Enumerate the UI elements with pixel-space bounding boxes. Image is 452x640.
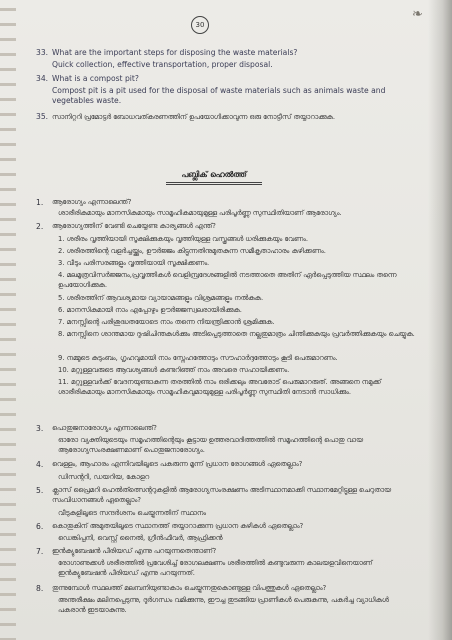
health-point: 2. ശരീരത്തിന്റെ വളർച്ചയ്ക്കും, ഊർജ്ജം കിട്ടുന്നതിനുമുതകുന്ന സമീകൃതാഹാരം കഴിക്കണം.	[58, 247, 326, 255]
q34-answer: Compost pit is a pit used for the disposal of waste materials such as animals waste and vegetables waste.	[52, 86, 386, 105]
q6-answer: ഡെങ്കിപ്പനി, വെസ്റ്റ് നൈൽ, ഗ്രീൻഫീവർ, ആഫ്രിക്കൻ	[58, 534, 223, 542]
health-point: 6. മാനസികമായി നാം എപ്പോഴും ഊർജ്ജസ്വലരായിരിക്കുക.	[58, 306, 242, 314]
q35-question: സാനിറ്ററി പ്രമോട്ടർ ബോധവത്കരണത്തിന് ഉപയോഗിക്കാവുന്ന ഒരു നോട്ടീസ് തയ്യാറാക്കുക.	[52, 113, 336, 121]
q1-answer: ശാരീരികമായും മാനസികമായും സാമൂഹികമായുമുള്ള പരിപൂർണ്ണ സുസ്ഥിതിയാണ് ആരോഗ്യം.	[58, 209, 342, 217]
q33-question: What are the important steps for disposing the waste materials?	[52, 48, 298, 57]
q3-answer: ഓരോ വ്യക്തിയുടെയും സമൂഹത്തിന്റെയും കൂട്ടായ ഉത്തരവാദിത്തത്തിൽ സമൂഹത്തിന്റെ പൊതു വായ ആരോഗ്യസംരക്ഷണമാണ് പൊതുജനാരോഗ്യം.	[58, 436, 363, 454]
q8-number: 8.	[36, 584, 44, 593]
q34-question: What is a compost pit?	[52, 74, 139, 83]
health-point: 5. ശരീരത്തിന് ആവശ്യമായ വ്യായാമങ്ങളും വിശ്രമങ്ങളും നൽകുക.	[58, 294, 264, 302]
q3-number: 3.	[36, 424, 44, 433]
q2-number: 2.	[36, 222, 44, 231]
q4-number: 4.	[36, 460, 44, 469]
q4-answer: ഡിസന്ററി, ഡയറിയ, കോളറ	[58, 473, 150, 481]
q7-number: 7.	[36, 547, 44, 556]
page-curl-icon: ❧	[412, 7, 423, 22]
q33-answer: Quick collection, effective transportation, proper disposal.	[52, 60, 273, 69]
q35-number: 35.	[36, 112, 49, 121]
q6-number: 6.	[36, 522, 44, 531]
q8-question: തുന്നുമ്പോൾ സ്ഥലത്ത് മലമ്പനിയുണ്ടാകാം ചെയ്യുന്നതുകൊണ്ടുള്ള വിപത്തുകൾ ഏതെല്ലാം?	[52, 584, 327, 592]
health-point: 9. നമ്മുടെ കുടുംബം, ഗൃഹവുമായി നാം സ്നേഹത്തോടും സൗഹാർദ്ദത്തോടും കൂടി പെരുമാറണം.	[58, 354, 338, 362]
q8-answer: അന്തരീക്ഷം മലിനപ്പെടുന്നു, ദുർഗന്ധം വമിക്കുന്നു, ഈച്ച തുടങ്ങിയ പ്രാണികൾ പെരുകുന്നു, പകർച്ച വ്യാധികൾ പകരാൻ ഇടയാകുന്നു.	[58, 596, 389, 614]
q5-question: ക്ലാസ് പ്രൈമറി ഹെൽത്ത്സെന്ററുകളിൽ ആരോഗ്യസംരക്ഷണം അടിസ്ഥാനമാക്കി സ്ഥാനമേറ്റിട്ടുള്ള ചെറുതായ സംവിധാനങ്ങൾ ഏതെല്ലാം?	[52, 486, 391, 504]
q4-question: വെള്ളം, ആഹാരം എന്നിവയിലൂടെ പകരുന്ന മൂന്ന് പ്രധാന രോഗങ്ങൾ ഏതെല്ലാം?	[52, 460, 303, 468]
q1-question: ആരോഗ്യം എന്നാലെന്ത്?	[52, 198, 132, 206]
spiral-binding	[0, 0, 16, 640]
page-number: 30	[191, 16, 209, 34]
health-point: 10. മറ്റുള്ളവരുടെ ആവശ്യങ്ങൾ കണ്ടറിഞ്ഞ് നാം അവരെ സഹായിക്കണം.	[58, 366, 290, 374]
section-title: പബ്ലിക് ഹെൽത്ത്	[166, 170, 262, 183]
health-point: 7. മനസ്സിന്റെ പരിശുദ്ധതയോടെ നാം തന്നെ നിയന്ത്രിക്കാൻ ശ്രമിക്കുക.	[58, 318, 275, 326]
q5-answer: വീടുകളിലൂടെ സന്ദർശനം ചെയ്യുന്നതിന് സ്ഥാനം	[58, 509, 207, 517]
q6-question: കൊതുകിന് അമുതയിലൂടെ സ്ഥാനത്ത് തയ്യാറാക്കുന്ന പ്രധാന കുഴികൾ ഏതെല്ലാം?	[52, 522, 304, 530]
health-point: 4. മലമൂത്രവിസർജ്ജനം,പ്രവൃത്തികൾ വെളിമ്പ്രദേശങ്ങളിൽ നടത്താതെ അതിന് ഏർപ്പെടുത്തിയ സ്ഥലം തന്നെ ഉപയോഗിക്കുക.	[58, 271, 397, 289]
health-point: 1. ശരീരം വൃത്തിയായി സൂക്ഷിക്കുകയും വൃത്തിയുള്ള വസ്ത്രങ്ങൾ ധരിക്കുകയും വേണം.	[58, 235, 309, 243]
q2-question: ആരോഗ്യത്തിന് വേണ്ടി ചെയ്യേണ്ട കാര്യങ്ങൾ എന്ത്?	[52, 222, 216, 230]
q7-answer: രോഗാണുക്കൾ ശരീരത്തിൽ പ്രവേശിച്ച് രോഗലക്ഷണം ശരീരത്തിൽ കണ്ടുവരുന്ന കാലയളവിനെയാണ് ഇൻക്യുബേഷൻ പീരിയഡ് എന്നു പറയുന്നത്.	[58, 559, 373, 577]
q3-question: പൊതുജനാരോഗ്യം എന്നാലെന്ത്?	[52, 424, 157, 432]
health-point: 3. വീടും പരിസരങ്ങളും വൃത്തിയായി സൂക്ഷിക്കണം.	[58, 259, 210, 267]
health-point: 11. മറ്റുള്ളവർക്ക് വേദനയുണ്ടാകുന്ന തരത്തിൽ നാം ഒരിക്കലും അവരോട് പെരുമാറരുത്. അങ്ങനെ നമുക്ക് ശാരീരികമായും മാനസികമായും സാമൂഹികവുമായുമുള്ള പരിപൂർണ്ണ സുസ്ഥിതി നേടാൻ സാധിക്കും.	[58, 378, 382, 396]
q33-number: 33.	[36, 48, 49, 57]
q34-number: 34.	[36, 74, 49, 83]
health-point: 8. മനസ്സിനെ ശാന്തമായ ദുഷിചിന്തകൾക്കും അടിപ്പെടുത്താതെ നല്ലതുമാത്രം ചിന്തിക്കുകയും പ്രവർത്തിക്കുകയും ചെയ്യുക.	[58, 330, 415, 338]
q5-number: 5.	[36, 486, 44, 495]
q7-question: ഇൻക്യുബേഷൻ പീരിയഡ് എന്നു പറയുന്നതെന്താണ്?	[52, 547, 217, 555]
q1-number: 1.	[36, 198, 44, 207]
page-edge-shadow	[428, 0, 452, 640]
